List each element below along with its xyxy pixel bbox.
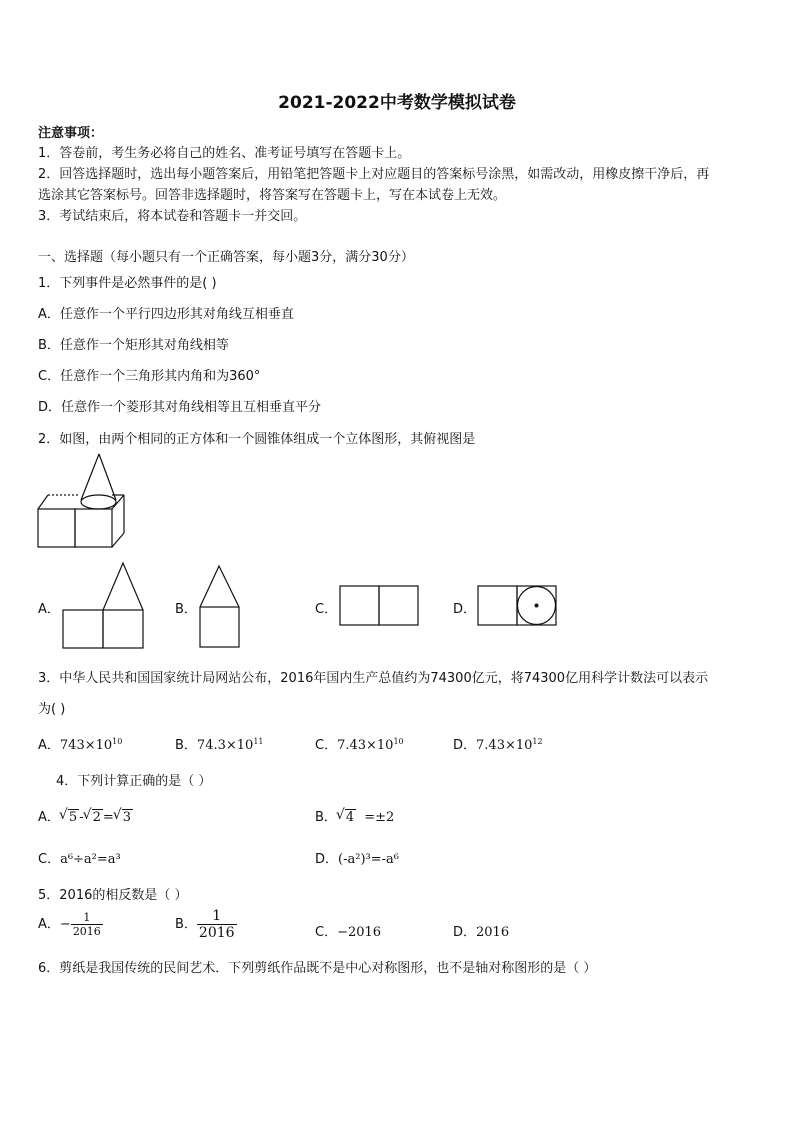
notice-item-2-cont: 选涂其它答案标号。回答非选择题时，将答案写在答题卡上，写在本试卷上无效。 bbox=[38, 188, 507, 203]
q5-option-b-numerator: 1 bbox=[197, 908, 237, 925]
q4-option-c bbox=[38, 848, 121, 867]
q2-option-b-figure bbox=[199, 565, 241, 649]
q3-stem-line2: 为( ) bbox=[38, 702, 66, 717]
q1-stem: 1．下列事件是必然事件的是( ) bbox=[38, 276, 217, 291]
q5-option-a-numerator: 1 bbox=[71, 911, 103, 925]
q2-option-c-figure bbox=[339, 585, 421, 627]
notice-item-2: 2．回答选择题时，选出每小题答案后，用铅笔把答题卡上对应题目的答案标号涂黑，如需改动，用橡皮擦干净后，再 bbox=[38, 167, 710, 182]
q3-option-c-label: C． bbox=[315, 738, 338, 753]
q3-option-a bbox=[38, 734, 122, 753]
q4-option-b-label: B． bbox=[315, 810, 337, 825]
q3-option-b-mantissa: 74.3×10 bbox=[196, 738, 254, 753]
q3-option-d-label: D． bbox=[453, 738, 477, 753]
q3-option-c-mantissa: 7.43×10 bbox=[337, 738, 394, 753]
q3-option-a-label: A． bbox=[38, 738, 60, 753]
q5-stem: 5．2016的相反数是（ ） bbox=[38, 888, 188, 903]
q5-option-a-sign: − bbox=[59, 917, 71, 932]
q3-option-d-mantissa: 7.43×10 bbox=[476, 738, 533, 753]
q3-stem-line1: 3．中华人民共和国国家统计局网站公布，2016年国内生产总值约为74300亿元，将74300亿用科学计数法可以表示 bbox=[38, 671, 709, 686]
q5-option-c-value: −2016 bbox=[337, 925, 382, 940]
q5-option-d bbox=[453, 921, 509, 940]
q2-option-d-figure bbox=[477, 585, 559, 627]
q4-option-a-sqrt-3: √ 3 bbox=[122, 809, 133, 825]
q4-option-b-sqrt: √ 4 bbox=[345, 809, 356, 825]
q1-option-c: C．任意作一个三角形其内角和为360° bbox=[38, 369, 261, 384]
q2-stem: 2．如图，由两个相同的正方体和一个圆锥体组成一个立体图形，其俯视图是 bbox=[38, 432, 476, 447]
q4-option-a-sqrt-1: √ 5 bbox=[68, 809, 79, 825]
q2-option-c-label: C． bbox=[315, 602, 338, 617]
exam-title: 2021-2022中考数学模拟试卷 bbox=[278, 93, 516, 113]
q4-option-b bbox=[315, 806, 394, 825]
q5-option-b-label: B． bbox=[175, 917, 197, 932]
q4-option-c-expression: a⁶÷a²=a³ bbox=[60, 852, 121, 867]
notice-item-1: 1．答卷前，考生务必将自己的姓名、准考证号填写在答题卡上。 bbox=[38, 146, 411, 161]
q4-stem: 4．下列计算正确的是（ ） bbox=[56, 774, 212, 789]
q3-option-d-exponent: 12 bbox=[532, 737, 543, 746]
q3-option-b-label: B． bbox=[175, 738, 197, 753]
q4-option-d-expression: (-a²)³=-a⁶ bbox=[338, 852, 399, 867]
q5-option-b-fraction bbox=[197, 908, 237, 941]
q6-stem: 6．剪纸是我国传统的民间艺术．下列剪纸作品既不是中心对称图形，也不是轴对称图形的是（ ） bbox=[38, 961, 597, 976]
q1-option-a: A．任意作一个平行四边形其对角线互相垂直 bbox=[38, 307, 294, 322]
q1-option-d: D．任意作一个菱形其对角线相等且互相垂直平分 bbox=[38, 400, 322, 415]
q3-option-b bbox=[175, 734, 264, 753]
q3-option-a-mantissa: 743×10 bbox=[59, 738, 113, 753]
q5-option-a-fraction bbox=[71, 911, 103, 938]
q5-option-c bbox=[315, 921, 381, 940]
q5-option-d-label: D． bbox=[453, 925, 477, 940]
q4-option-d bbox=[315, 848, 399, 867]
q5-option-a-label: A． bbox=[38, 917, 60, 932]
q3-option-d bbox=[453, 734, 543, 753]
q4-option-a-minus: - bbox=[79, 810, 84, 825]
q1-option-b: B．任意作一个矩形其对角线相等 bbox=[38, 338, 229, 353]
notice-item-3: 3．考试结束后，将本试卷和答题卡一并交回。 bbox=[38, 209, 307, 224]
q4-option-a bbox=[38, 806, 133, 825]
notice-heading: 注意事项： bbox=[38, 126, 104, 141]
q2-option-a-label: A． bbox=[38, 602, 60, 617]
q2-option-a-figure bbox=[62, 562, 144, 650]
q5-option-d-value: 2016 bbox=[476, 925, 510, 940]
q5-option-b-denominator: 2016 bbox=[198, 925, 235, 941]
q4-option-a-equals: = bbox=[102, 810, 114, 825]
q4-option-a-label: A． bbox=[38, 810, 60, 825]
q5-option-b bbox=[175, 908, 237, 941]
q2-option-d-label: D． bbox=[453, 602, 477, 617]
q5-option-a bbox=[38, 911, 103, 938]
q4-option-d-label: D． bbox=[315, 852, 339, 867]
section-heading: 一、选择题（每小题只有一个正确答案，每小题3分，满分30分） bbox=[38, 250, 414, 265]
q5-option-c-label: C． bbox=[315, 925, 338, 940]
q3-option-c bbox=[315, 734, 404, 753]
q4-option-b-result: =±2 bbox=[364, 810, 395, 825]
q5-option-a-denominator: 2016 bbox=[72, 925, 101, 938]
q4-option-a-sqrt-2: √ 2 bbox=[92, 809, 103, 825]
q3-option-b-exponent: 11 bbox=[253, 737, 264, 746]
q3-option-a-exponent: 10 bbox=[112, 737, 123, 746]
q4-option-c-label: C． bbox=[38, 852, 61, 867]
q2-solid-figure bbox=[30, 450, 140, 554]
q3-option-c-exponent: 10 bbox=[393, 737, 404, 746]
q2-option-b-label: B． bbox=[175, 602, 197, 617]
